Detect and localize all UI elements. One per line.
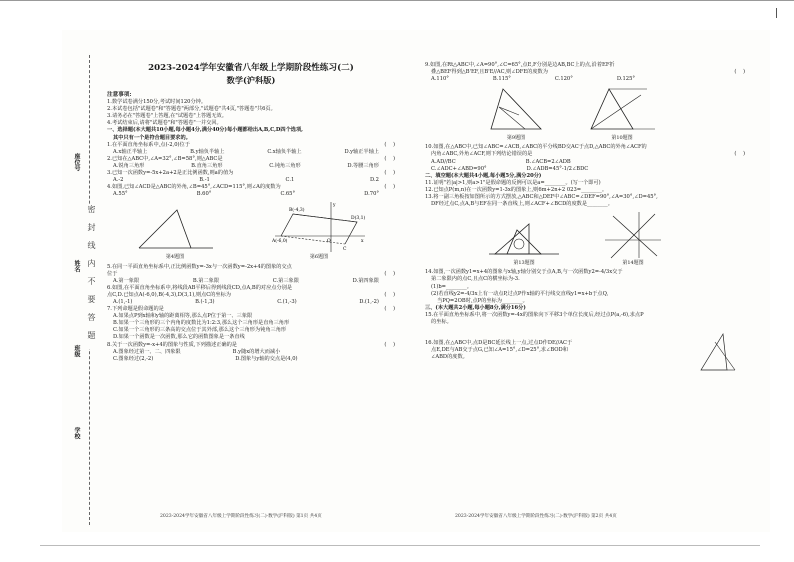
figure-13-caption: 第13题图 xyxy=(513,260,535,267)
question-14-part2-cont: 当PQ=2OB时,点P的坐标为________。 xyxy=(437,297,528,304)
figure-9 xyxy=(485,85,547,142)
fold-triangle-figure xyxy=(485,85,547,135)
scan-border-bottom xyxy=(40,545,760,546)
question-10-options: A.AD//BC B.∠ACB=2∠ADB xyxy=(431,158,571,165)
seat-label: 座位号 xyxy=(73,153,80,171)
question-5-options: A.第一象限 B.第二象限 C.第三象限 D.第四象限 xyxy=(113,277,379,284)
question-6-options: A.(1,-1) B.(-1,3) C.(1,-3) D.(1,-2) xyxy=(113,298,379,305)
page-1-footer: 2023-2024学年安徽省八年级上学期阶段性练习(二)·数学(沪科版) 第1页 共4页 xyxy=(160,514,322,519)
question-1: 1.在平面直角坐标系中,点(-2,0)位于 ( ) xyxy=(107,141,395,148)
figure-9-caption: 第9题图 xyxy=(506,135,526,142)
section-2-heading: 二、填空题(本大题共4小题,每小题5分,满分20分) xyxy=(425,172,542,179)
linear-function-figure xyxy=(603,210,663,260)
exam-title: 2023-2024学年安徽省八年级上学期阶段性练习(二) xyxy=(148,63,354,73)
question-10-options-b: C.∠ADC+∠ABD=90° D.∠ADB=45°-1/2∠BDC xyxy=(431,165,589,172)
figure-row-9-10 xyxy=(425,85,745,142)
question-3: 3.已知一次函数y=-5x+2a+2是正比例函数,则a的值为 ( ) xyxy=(107,170,395,177)
question-15: 15.在平面直角坐标系中,将一次函数y=-4x的图象向下平移3个单位长度后,经过点P(a,-6),求点P xyxy=(425,311,644,318)
question-4-options: A.55° B.60° C.65° D.70° xyxy=(113,191,379,198)
set-square-figure xyxy=(485,216,563,260)
label-b: B(-4,3) xyxy=(289,208,305,214)
figure-6-caption: 第6题图 xyxy=(309,254,329,261)
question-4: 4.如图,已知∠ACD是△ABC的外角,∠B=45°,∠ACD=115°,则∠A的度数为 ( ) xyxy=(107,184,395,191)
question-9: 9.如图,在Rt△ABC中,∠A=90°,∠C=65°,点E,F分别是边AB,BC上的点,沿着EF折 xyxy=(425,62,615,68)
figure-10-caption: 第10题图 xyxy=(611,135,633,142)
question-8-options-b: C.图象经过(2,-2) D.图象与y轴的交点是(4,0) xyxy=(113,355,298,362)
school-label: 学校 xyxy=(73,427,80,439)
question-9-options: A.110° B.115° C.120° D.125° xyxy=(431,76,635,83)
question-2-options: A.锐角三角形 B.直角三角形 C.钝角三角形 D.等腰三角形 xyxy=(113,162,379,169)
figure-6 xyxy=(271,200,367,261)
question-7: 7.下列命题是假命题的是 ( ) xyxy=(107,306,395,313)
question-9-cont: 叠△BEF得到△B'EF,且B'E//AC,则∠DFE的度数为 ( ) xyxy=(431,69,745,76)
figure-4-caption: 第4题图 xyxy=(165,254,185,261)
exam-subtitle: 数学(沪科版) xyxy=(226,75,276,85)
figure-row-4-6 xyxy=(107,200,395,261)
triangle-figure xyxy=(135,206,215,254)
question-2: 2.已知在△ABC中,∠A=32°,∠B=58°,则△ABC是 ( ) xyxy=(107,155,395,162)
note-item: 2.本试卷包括"试题卷"和"答题卷"两部分,"试题卷"共4页,"答题卷"共6页。 xyxy=(107,106,276,113)
notes-heading: 注意事项: xyxy=(107,92,132,98)
note-item: 3.请务必在"答题卷"上答题,在"试题卷"上答题无效。 xyxy=(107,113,227,120)
question-14: 14.如图,一次函数y1=x+4的图象与x轴,y轴分别交于点A,B,与一次函数y2=-4/3x交于 xyxy=(425,269,623,276)
note-item: 1.数学试卷满分150分,考试时间120分钟。 xyxy=(107,99,207,106)
figure-16 xyxy=(697,330,737,374)
question-13: 13.将一副三角板按如图所示的方式摆放,△ABC和△DEF中∠ABC=∠DEF=90°,∠A=30°,∠D=45°, xyxy=(425,194,658,201)
question-16-cont-2: ∠ABD的度数。 xyxy=(431,354,468,361)
question-11: 11.证明"若|a|>1,则a>1"是假命题的反例可以是a=________。(写一个即可) xyxy=(425,179,601,186)
binding-margin xyxy=(62,55,106,525)
question-8-options: A.图象经过第一、二、四象限 B.y随x的增大而减小 xyxy=(113,348,281,355)
question-16-cont: 点E,DE与AB交于点G,已知∠A=15°,∠D=25°,求∠BOD和 xyxy=(431,347,568,354)
label-d: D(3,1) xyxy=(351,216,366,222)
scan-mark xyxy=(776,8,777,18)
question-7-option: A.如果点P到x轴和y轴的距离相等,那么点P位于第一、三象限 xyxy=(113,313,253,320)
question-7-option: C.如果一个三角形的三条高的交点位于其外部,那么这个三角形为钝角三角形 xyxy=(113,327,287,334)
question-5-cont: 位于 ( ) xyxy=(107,270,395,277)
section-heading: 一、选择题(本大题共10小题,每小题4分,满分40分)每小题都给出A,B,C,D四个选项, xyxy=(107,127,303,134)
label-x: x xyxy=(361,239,364,245)
figure-10 xyxy=(587,85,657,142)
label-o: O xyxy=(327,239,331,245)
question-1-options: A.x轴正半轴上 B.y轴负半轴上 C.x轴负半轴上 D.y轴正半轴上 xyxy=(113,148,379,155)
class-label: 班级 xyxy=(73,345,80,357)
figure-row-13-14 xyxy=(425,210,745,267)
coordinate-figure xyxy=(271,200,367,254)
name-label: 姓名 xyxy=(73,260,80,272)
question-14-part2: (2)若直线y2=-4/3x上有一动点P,过点P作x轴的平行线交直线y1=x+b于点Q, xyxy=(431,290,609,297)
figure-4 xyxy=(135,206,215,261)
question-8: 8.关于一次函数y=-x+4的图象与性质,下列描述正确的是 ( ) xyxy=(107,341,395,348)
question-3-options: A.-2 B.-1 C.1 D.2 xyxy=(113,177,379,184)
question-10: 10.如图,在△ABC中,已知∠ABC=∠ACB,∠ABC的平分线BD交AC于点D,△ABC的外角∠ACF的 xyxy=(425,144,647,151)
seal-line-text: 密封线内不要答题 xyxy=(87,205,96,349)
question-12: 12.已知点P(m,n)在一次函数y=1-3x的图象上,则6m+2n+2 023=________。 xyxy=(425,186,608,193)
figure-14 xyxy=(603,210,663,267)
question-16: 16.如图,在△ABC中,点D是BC延长线上一点,过点D作DE//AC于 xyxy=(425,340,573,347)
scan-border-top xyxy=(0,0,794,1)
note-item: 4.考试结束后,请将"试题卷"和"答题卷"一并交回。 xyxy=(107,120,222,127)
question-5: 5.在同一平面直角坐标系中,正比例函数y=-3x与一次函数y=-2x+4的图象的交点 xyxy=(107,263,292,270)
angle-bisector-figure xyxy=(587,85,657,135)
question-10-cont: 内角∠ABC,外角∠ACF,则下列结论错误的是 ( ) xyxy=(431,151,745,158)
section-heading-cont: 其中只有一个是符合题目要求的。 xyxy=(113,134,191,141)
page-2 xyxy=(425,62,745,361)
question-6-cont: 点C,D.已知点A(-6,0),B(-4,3),D(3,1),则点C的坐标为 ( ) xyxy=(107,291,395,298)
label-a: A(-6,0) xyxy=(272,239,288,245)
question-6: 6.如图,在平面直角坐标系中,将线段AB平移后得到线段CD,点A,B的对应点分别是 xyxy=(107,284,293,291)
figure-14-caption: 第14题图 xyxy=(622,260,644,267)
question-13-cont: DF经过点C,点A,B与EF在同一条直线上,则∠ACF+∠BCD的度数是________。 xyxy=(431,201,613,208)
figure-13 xyxy=(485,216,563,267)
label-y: y xyxy=(333,203,336,209)
question-15-cont: 的坐标。 xyxy=(431,318,452,325)
section-3-heading: 三、(本大题共2小题,每小题8分,满分16分) xyxy=(425,304,526,311)
page-1 xyxy=(107,62,395,363)
question-7-option: D.如果一个函数是一次函数,那么它的函数图象是一条直线 xyxy=(113,334,245,341)
label-c: C xyxy=(343,247,347,253)
question-14-part1: (1)b=________。 xyxy=(431,283,472,290)
page-2-footer: 2023-2024学年安徽省八年级上学期阶段性练习(二)·数学(沪科版) 第2页 共4页 xyxy=(455,514,617,519)
question-7-option: B.如果一个三角形的三个内角的度数比为1:2:3,那么这个三角形是直角三角形 xyxy=(113,320,290,327)
question-14-cont: 第二象限内的点C,且点C的横坐标为-3. xyxy=(431,276,520,283)
